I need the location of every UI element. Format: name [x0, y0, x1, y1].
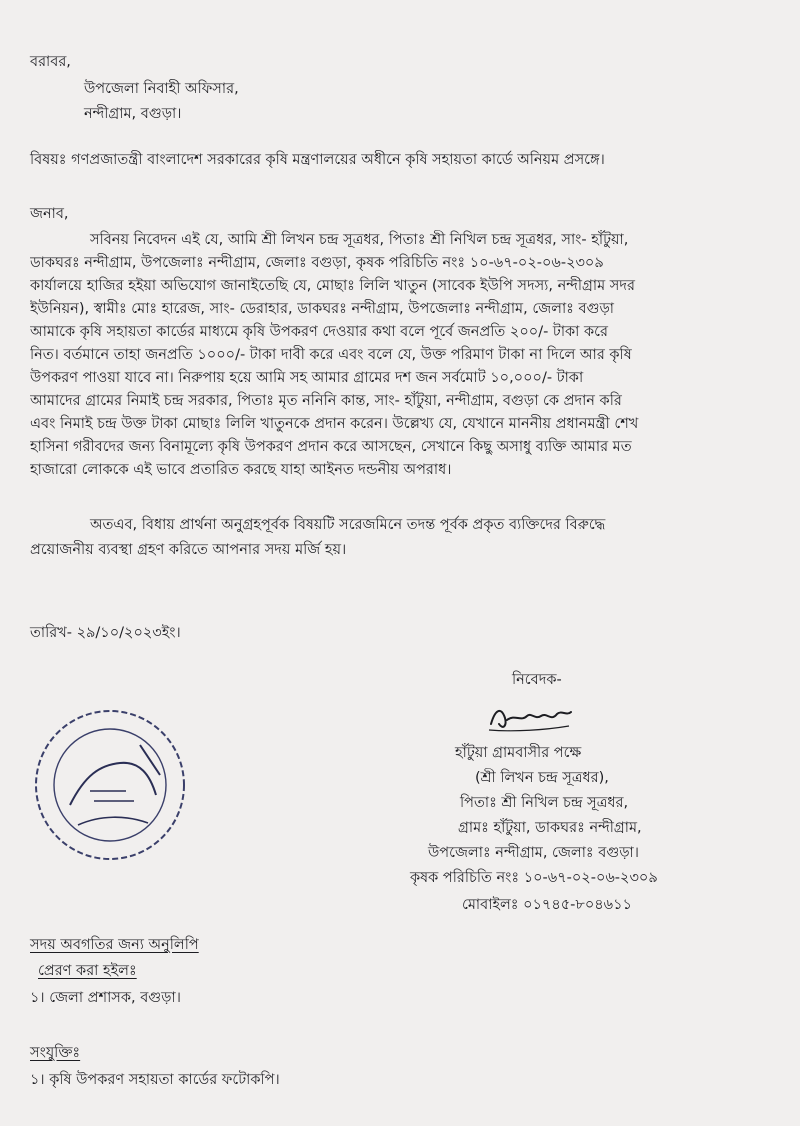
body-line: উপকরণ পাওয়া যাবে না। নিরুপায় হয়ে আমি সহ আমার গ্রামের দশ জন সর্বমোট ১০,০০০/- টাকা — [30, 370, 584, 386]
sender-mobile: মোবাইলঃ ০১৭৪৫-৮০৪৬১১ — [462, 897, 632, 913]
subject-text: গণপ্রজাতন্ত্রী বাংলাদেশ সরকারের কৃষি মন্ত্রণালয়ের অধীনে কৃষি সহায়তা কার্ডে অনিয়ম প্রসঙ্গে। — [71, 152, 605, 168]
attachment-item: ১। কৃষি উপকরণ সহায়তা কার্ডের ফটোকপি। — [30, 1072, 280, 1088]
signature-icon — [485, 700, 575, 736]
body-line: আমাকে কৃষি সহায়তা কার্ডের মাধ্যমে কৃষি উপকরণ দেওয়ার কথা বলে পূর্বে জনপ্রতি ২০০/- টাকা করে — [30, 324, 608, 340]
seal-stamp-icon — [30, 705, 190, 865]
recipient-place: নন্দীগ্রাম, বগুড়া। — [84, 106, 182, 122]
body-line: হাসিনা গরীবদের জন্য বিনামূল্যে কৃষি উপকরণ প্রদান করে আসছেন, সেখানে কিছু অসাধু ব্যক্তি আমার মত — [30, 439, 632, 455]
recipient-to: বরাবর, — [30, 54, 71, 70]
body-line: হাজারো লোককে এই ভাবে প্রতারিত করছে যাহা আইনত দন্ডনীয় অপরাধ। — [30, 462, 452, 478]
sender-father: পিতাঃ শ্রী নিখিল চন্দ্র সূত্রধর, — [460, 795, 629, 811]
copy-subheading: প্রেরণ করা হইলঃ — [38, 963, 137, 979]
copy-heading: সদয় অবগতির জন্য অনুলিপি — [30, 937, 199, 953]
subject-line — [30, 150, 605, 170]
body-line: নিত। বর্তমানে তাহা জনপ্রতি ১০০০/- টাকা দাবী করে এবং বলে যে, উক্ত পরিমাণ টাকা না দিলে আর কৃষি — [30, 347, 632, 363]
sender-village: গ্রামঃ হাঁটুয়া, ডাকঘরঃ নন্দীগ্রাম, — [458, 820, 642, 836]
letter-date: তারিখ- ২৯/১০/২০২৩ইং। — [30, 625, 181, 641]
sender-on-behalf: হাঁটুয়া গ্রামবাসীর পক্ষে — [455, 745, 582, 761]
body-line: সবিনয় নিবেদন এই যে, আমি শ্রী লিখন চন্দ্র সূত্রধর, পিতাঃ শ্রী নিখিল চন্দ্র সূত্রধর, সাং- হাঁটুয়া, — [90, 232, 629, 248]
copy-item: ১। জেলা প্রশাসক, বগুড়া। — [30, 990, 181, 1006]
body-line: ডাকঘরঃ নন্দীগ্রাম, উপজেলাঃ নন্দীগ্রাম, জেলাঃ বগুড়া, কৃষক পরিচিতি নংঃ ১০-৬৭-০২-০৬-২৩০৯ — [30, 255, 604, 271]
subject-label: বিষয়ঃ — [30, 152, 67, 168]
body-line: কার্যালয়ে হাজির হইয়া অভিযোগ জানাইতেছি যে, মোছাঃ লিলি খাতুন (সাবেক ইউপি সদস্য, নন্দীগ্রাম সদর — [30, 278, 635, 294]
salutation: জনাব, — [30, 206, 69, 222]
sender-label: নিবেদক- — [512, 672, 562, 688]
closing-line: অতএব, বিধায় প্রার্থনা অনুগ্রহপূর্বক বিষয়টি সরেজমিনে তদন্ত পূর্বক প্রকৃত ব্যক্তিদের বিরুদ্ধে — [90, 517, 606, 533]
body-line: আমাদের গ্রামের নিমাই চন্দ্র সরকার, পিতাঃ মৃত ননিনি কান্ত, সাং- হাঁটুয়া, নন্দীগ্রাম, বগুড়া কে প্রদান করি — [30, 393, 622, 409]
body-line: ইউনিয়ন), স্বামীঃ মোঃ হারেজ, সাং- ডেরাহার, ডাকঘরঃ নন্দীগ্রাম, উপজেলাঃ নন্দীগ্রাম, জেলাঃ বগুড়া — [30, 301, 615, 317]
attachment-heading: সংযুক্তিঃ — [30, 1045, 81, 1061]
sender-upazila: উপজেলাঃ নন্দীগ্রাম, জেলাঃ বগুড়া। — [428, 845, 639, 861]
recipient-designation: উপজেলা নিবাহী অফিসার, — [84, 81, 239, 97]
sender-farmer-id: কৃষক পরিচিতি নংঃ ১০-৬৭-০২-০৬-২৩০৯ — [410, 870, 658, 886]
sender-name: (শ্রী লিখন চন্দ্র সূত্রধর), — [475, 770, 609, 786]
closing-line: প্রয়োজনীয় ব্যবস্থা গ্রহণ করিতে আপনার সদয় মর্জি হয়। — [30, 542, 347, 558]
body-line: এবং নিমাই চন্দ্র উক্ত টাকা মোছাঃ লিলি খাতুনকে প্রদান করেন। উল্লেখ্য যে, যেখানে মাননীয় প্রধানমন্ত্রী শেখ — [30, 416, 639, 432]
